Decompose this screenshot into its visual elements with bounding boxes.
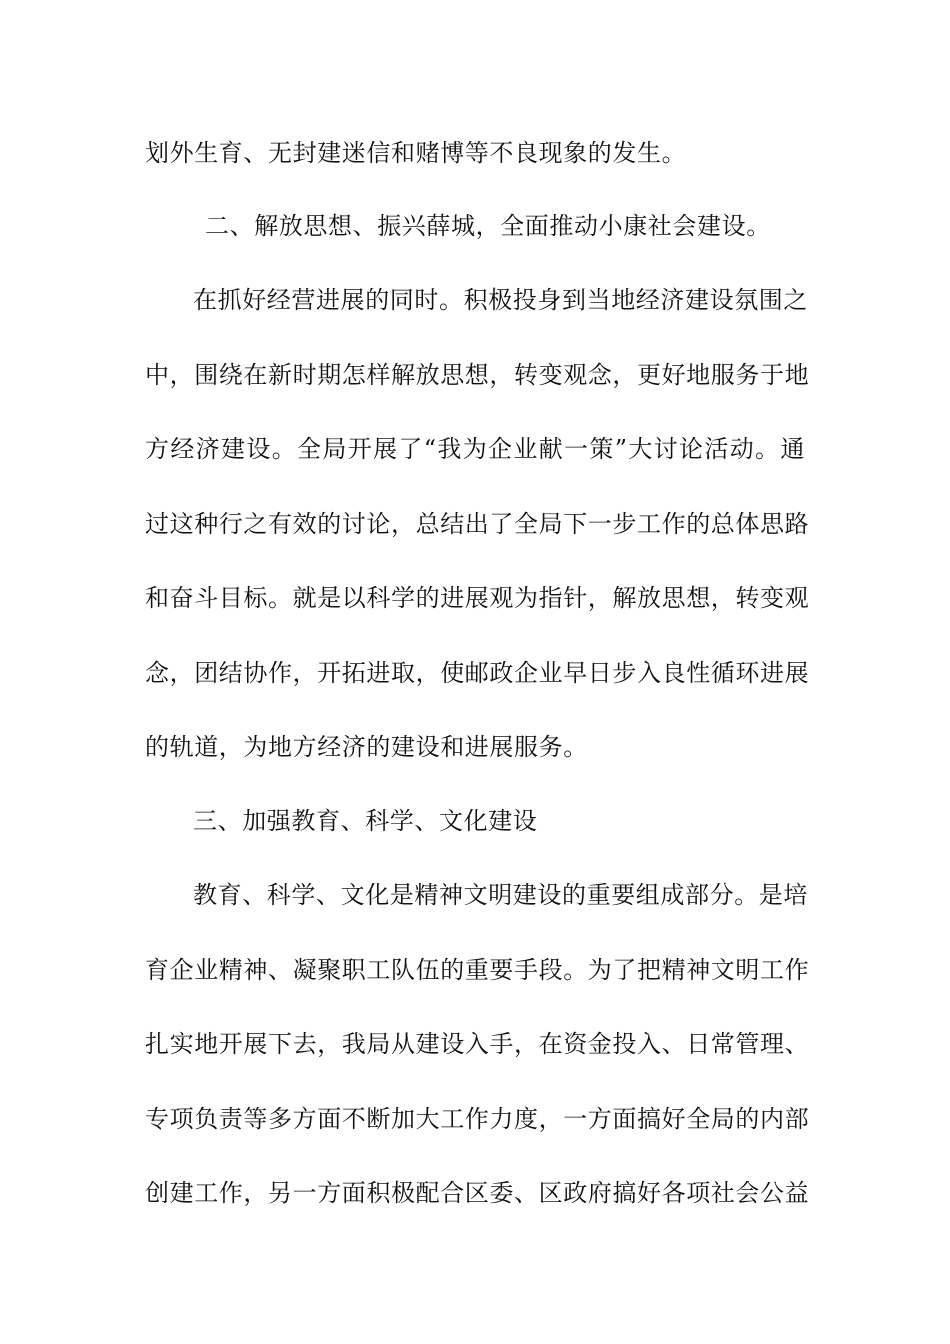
paragraph-line: 和奋斗目标。就是以科学的进展观为指针，解放思想，转变观 [145,584,810,612]
paragraph-line: 念，团结协作，开拓进取，使邮政企业早日步入良性循环进展 [145,659,810,687]
paragraph-line: 创建工作，另一方面积极配合区委、区政府搞好各项社会公益 [145,1179,810,1207]
paragraph-line: 扎实地开展下去，我局从建设入手，在资金投入、日常管理、 [145,1030,810,1058]
paragraph-line: 中，围绕在新时期怎样解放思想，转变观念，更好地服务于地 [145,361,810,389]
paragraph-line: 在抓好经营进展的同时。积极投身到当地经济建设氛围之 [193,286,808,314]
paragraph-line: 教育、科学、文化是精神文明建设的重要组成部分。是培 [193,881,808,909]
section-heading: 二、解放思想、振兴薛城，全面推动小康社会建设。 [205,212,771,240]
paragraph-line: 育企业精神、凝聚职工队伍的重要手段。为了把精神文明工作 [145,956,810,984]
paragraph-line: 过这种行之有效的讨论，总结出了全局下一步工作的总体思路 [145,510,810,538]
text-line: 划外生育、无封建迷信和赌博等不良现象的发生。 [145,139,687,167]
paragraph-line: 专项负责等多方面不断加大工作力度，一方面搞好全局的内部 [145,1105,810,1133]
paragraph-line: 的轨道，为地方经济的建设和进展服务。 [145,733,588,761]
section-heading: 三、加强教育、科学、文化建设 [193,807,538,835]
paragraph-line: 方经济建设。全局开展了“我为企业献一策”大讨论活动。通 [145,435,805,463]
